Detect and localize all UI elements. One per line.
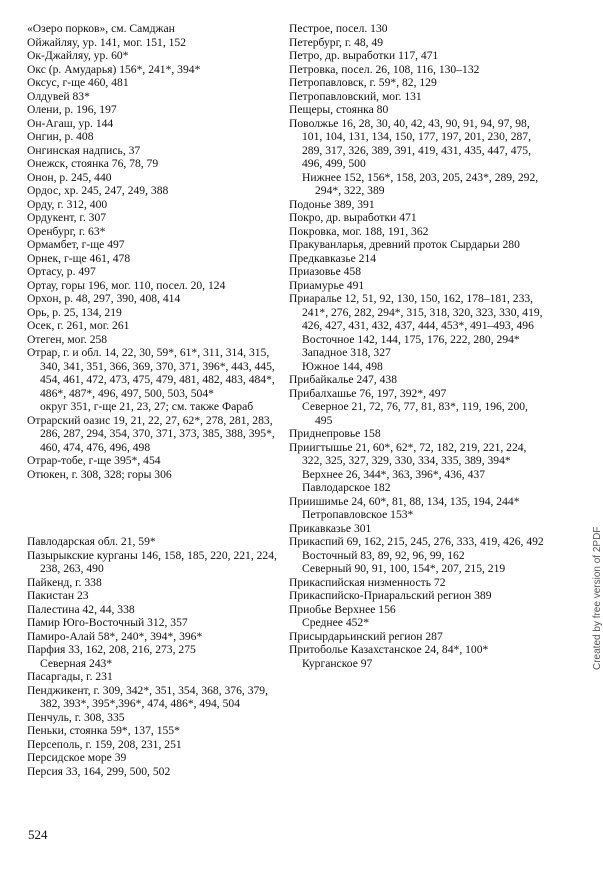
- index-entry: Приамурье 491: [289, 278, 365, 292]
- index-column-right: [289, 22, 544, 670]
- index-subentry: Среднее 452*: [302, 616, 370, 629]
- index-entry: Отрар, г. и обл. 14, 22, 30, 59*, 61*, 311, 314, 315, 340, 341, 351, 366, 369, 370, 371, 396*, 443, 445, 454, 461, 472, 473, 475, 479, 481, 482, 483, 484*, 486*, 487*, 496, 497, 500, 503, 504*: [27, 346, 275, 400]
- index-entry: Орнек, г-ще 461, 478: [27, 251, 131, 265]
- index-subentry: Нижнее 152, 156*, 158, 203, 205, 243*, 289, 292, 294*, 322, 389: [302, 170, 539, 197]
- index-entry: Пакистан 23: [27, 589, 89, 602]
- index-entry: Орхон, р. 48, 297, 390, 408, 414: [27, 292, 181, 305]
- index-entry: Оренбург, г. 63*: [27, 224, 106, 238]
- index-subentry: Павлодарское 182: [302, 481, 391, 494]
- index-entry: Ормамбет, г-ще 497: [27, 238, 125, 251]
- index-entry: Онгин, р. 408: [27, 130, 94, 143]
- index-entry: Прикаспий 69, 162, 215, 245, 276, 333, 419, 426, 492: [289, 535, 544, 548]
- index-subentry: Северная 243*: [40, 656, 113, 670]
- index-subentry: Южное 144, 498: [302, 359, 383, 373]
- index-subentry: Северное 21, 72, 76, 77, 81, 83*, 119, 196, 200, 495: [302, 400, 528, 427]
- index-entry: Онон, р. 245, 440: [27, 170, 112, 184]
- index-subentry: округ 351, г-ще 21, 23, 27; см. также Фараб: [40, 400, 254, 413]
- index-entry: Приишимье 24, 60*, 81, 88, 134, 135, 194, 244*: [289, 494, 520, 508]
- index-entry: Ортасу, р. 497: [27, 265, 96, 278]
- index-subentry: Восточный 83, 89, 92, 96, 99, 162: [302, 548, 465, 562]
- index-entry: Пеньки, стоянка 59*, 137, 155*: [27, 724, 180, 737]
- index-entry: Петро, др. выработки 117, 471: [289, 49, 439, 62]
- index-entry: Персидское море 39: [27, 751, 127, 764]
- index-entry: Пенчуль, г. 308, 335: [27, 710, 125, 724]
- index-entry: Петербург, г. 48, 49: [289, 35, 384, 49]
- index-subentry: Верхнее 26, 344*, 363, 396*, 436, 437: [302, 467, 485, 481]
- index-entry: Приаралье 12, 51, 92, 130, 150, 162, 178–181, 233, 241*, 276, 282, 294*, 315, 318, 320, 323, 330, 419, 426, 427, 431, 432, 437, 444, 453*, 491–493, 496: [289, 292, 543, 332]
- index-entry: Отюкен, г. 308, 328; горы 306: [27, 467, 172, 481]
- index-entry: Приднепровье 158: [289, 427, 381, 440]
- index-entry: Пайкенд, г. 338: [27, 575, 102, 589]
- index-entry: Парфия 33, 162, 208, 216, 273, 275: [27, 643, 196, 656]
- index-entry: Памиро-Алай 58*, 240*, 394*, 396*: [27, 629, 203, 643]
- index-entry: Покровка, мог. 188, 191, 362: [289, 224, 429, 238]
- index-entry: Ок-Джайляу, ур. 60*: [27, 49, 129, 62]
- index-entry: Прибалхашье 76, 197, 392*, 497: [289, 386, 447, 400]
- index-entry: Отрарский оазис 19, 21, 22, 27, 62*, 278, 281, 283, 286, 287, 294, 354, 370, 371, 373, 385, 388, 395*, 460, 474, 476, 496, 498: [27, 413, 275, 454]
- index-entry: Предкавказье 214: [289, 251, 377, 265]
- index-subentry: Северный 90, 91, 100, 154*, 207, 215, 219: [302, 562, 506, 575]
- index-entry: Петропавловск, г. 59*, 82, 129: [289, 76, 437, 89]
- index-entry: Прикавказье 301: [289, 521, 372, 535]
- index-entry: Петропавловский, мог. 131: [289, 89, 422, 103]
- index-entry: Ортау, горы 196, мог. 110, посел. 20, 124: [27, 278, 226, 292]
- index-subentry: Восточное 142, 144, 175, 176, 222, 280, 294*: [302, 332, 520, 346]
- index-entry: Пенджикент, г. 309, 342*, 351, 354, 368, 376, 379, 382, 393*, 395*,396*, 474, 486*, 494, 504: [27, 683, 268, 710]
- index-entry: Прибайкалье 247, 438: [289, 373, 398, 386]
- index-entry: Памир Юго-Восточный 312, 357: [27, 616, 188, 629]
- index-entry: Олдувей 83*: [27, 89, 90, 103]
- index-entry: Петровка, посел. 26, 108, 116, 130–132: [289, 62, 480, 76]
- index-subentry: Западное 318, 327: [302, 346, 391, 359]
- index-entry: Персеполь, г. 159, 208, 231, 251: [27, 737, 182, 751]
- index-entry: Поволжье 16, 28, 30, 40, 42, 43, 90, 91, 94, 97, 98, 101, 104, 131, 134, 150, 177, 197, 201, 230, 287, 289, 317, 326, 389, 391, 419, 431, 435, 447, 475, 496, 499, 500: [289, 116, 531, 170]
- index-entry: Онежск, стоянка 76, 78, 79: [27, 157, 159, 170]
- index-entry: Покро, др. выработки 471: [289, 211, 417, 224]
- index-column-left: [27, 22, 284, 778]
- index-entry: Пещеры, стоянка 80: [289, 103, 389, 116]
- index-entry: «Озеро порков», см. Самджан: [27, 22, 175, 35]
- index-entry: Ордос, хр. 245, 247, 249, 388: [27, 184, 169, 197]
- index-entry: Осек, г. 261, мог. 261: [27, 319, 130, 332]
- page-number: 524: [28, 827, 48, 842]
- index-entry: Отеген, мог. 258: [27, 332, 108, 346]
- watermark-text: Created by free version of 2PDF: [592, 526, 603, 670]
- index-entry: Орду, г. 312, 400: [27, 197, 108, 211]
- index-entry: Персия 33, 164, 299, 500, 502: [27, 764, 171, 778]
- index-entry: Пестрое, посел. 130: [289, 22, 388, 35]
- index-entry: Он-Агаш, ур. 144: [27, 116, 114, 130]
- index-entry: Присырдарьинский регион 287: [289, 629, 443, 643]
- index-subentry: Курганское 97: [302, 656, 373, 670]
- index-entry: Пасаргады, г. 231: [27, 670, 113, 683]
- index-entry: Павлодарская обл. 21, 59*: [27, 535, 156, 548]
- index-entry: Прикаспийская низменность 72: [289, 575, 446, 589]
- index-entry: Пракуванларья, древний проток Сырдарьи 280: [289, 238, 520, 251]
- index-entry: Оксус, г-ще 460, 481: [27, 76, 129, 89]
- index-entry: Ордукент, г. 307: [27, 211, 107, 224]
- index-entry: Приазовье 458: [289, 265, 362, 278]
- index-entry: Палестина 42, 44, 338: [27, 602, 135, 616]
- index-entry: Приигтышье 21, 60*, 62*, 72, 182, 219, 221, 224, 322, 325, 327, 329, 330, 334, 335, 389, 394*: [289, 440, 527, 467]
- index-entry: Приобье Верхнее 156: [289, 602, 396, 616]
- index-entry: Орь, р. 25, 134, 219: [27, 305, 122, 319]
- index-entry: Прикаспийско-Приаральский регион 389: [289, 589, 492, 602]
- index-entry: Отрар-тобе, г-ще 395*, 454: [27, 454, 161, 467]
- index-entry: Окс (р. Амударья) 156*, 241*, 394*: [27, 62, 201, 76]
- index-entry: Пазырыкские курганы 146, 158, 185, 220, 221, 224, 238, 263, 490: [27, 548, 277, 575]
- index-entry: Подонье 389, 391: [289, 197, 375, 211]
- index-subentry: Петропавловское 153*: [302, 508, 414, 521]
- index-entry: Онгинская надпись, 37: [27, 143, 141, 157]
- index-entry: Ойжайляу, ур. 141, мог. 151, 152: [27, 35, 187, 49]
- index-entry: Олени, р. 196, 197: [27, 103, 117, 116]
- watermark: [578, 230, 603, 670]
- index-entry: Притоболье Казахстанское 24, 84*, 100*: [289, 643, 489, 656]
